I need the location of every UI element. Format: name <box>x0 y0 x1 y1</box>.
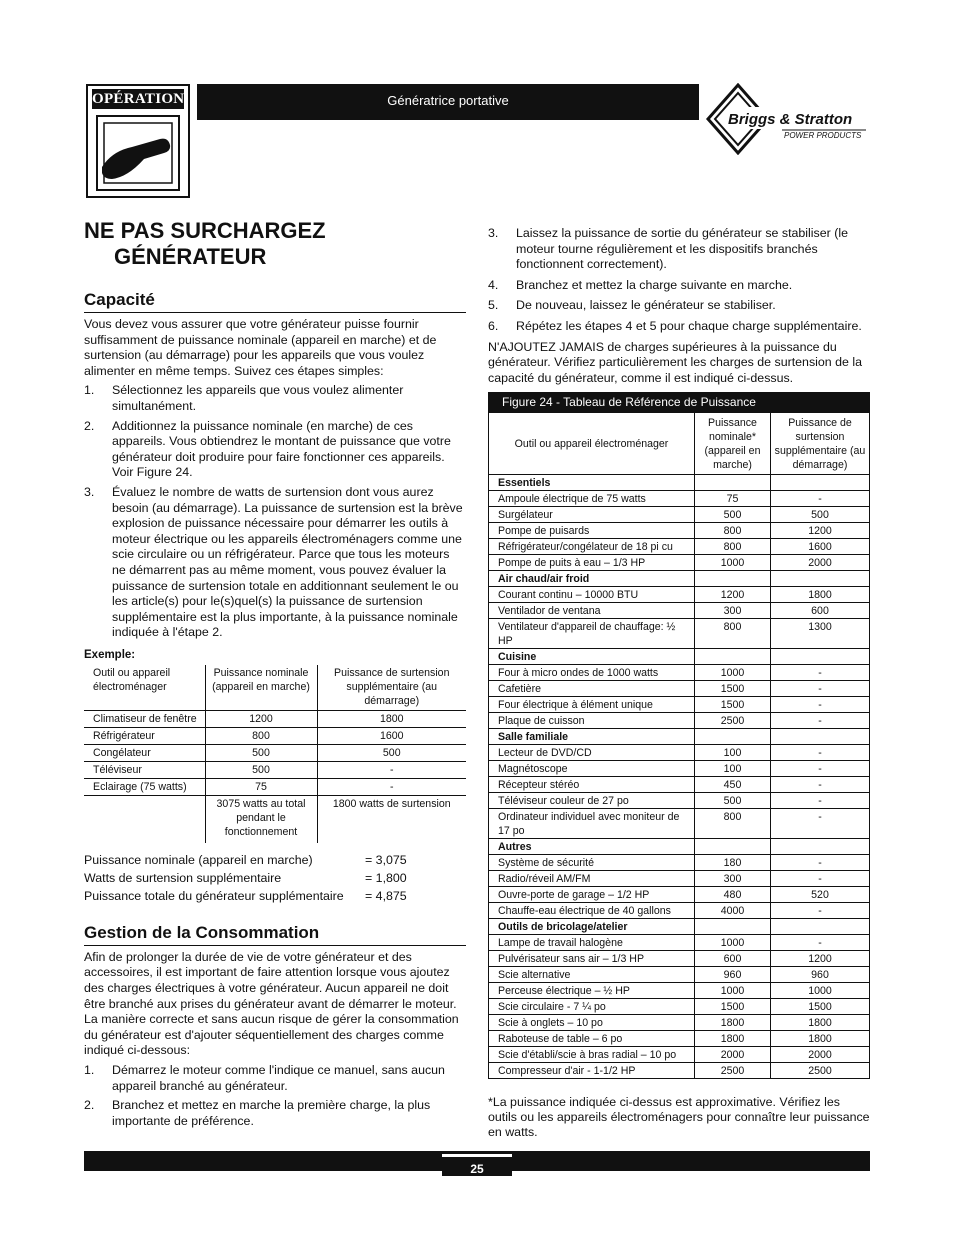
capacite-heading: Capacité <box>84 290 466 313</box>
table-cell: 480 <box>695 887 771 903</box>
table-cell <box>771 729 870 745</box>
table-cell: 450 <box>695 777 771 793</box>
page-number: 25 <box>442 1154 512 1176</box>
table-cell: 1600 <box>771 539 870 555</box>
table-cell: Téléviseur <box>84 761 205 778</box>
table-cell: - <box>771 777 870 793</box>
table-row <box>489 983 870 999</box>
table-cell: 1000 <box>771 983 870 999</box>
table-cell: - <box>771 761 870 777</box>
table-cell: - <box>771 871 870 887</box>
header-title-bar: Génératrice portative <box>197 84 699 120</box>
table-cell: 520 <box>771 887 870 903</box>
table-row <box>489 1063 870 1079</box>
table-row <box>489 871 870 887</box>
table-cell: 500 <box>205 761 317 778</box>
table-cell: Lecteur de DVD/CD <box>489 745 695 761</box>
category-label: Air chaud/air froid <box>489 571 695 587</box>
table-cell: 4000 <box>695 903 771 919</box>
table-row <box>489 887 870 903</box>
figure-footnote: *La puissance indiquée ci-dessus est approximative. Vérifiez les outils ou les appareils électroménagers pour connaître leur puissance en watts. <box>488 1095 870 1140</box>
hand-on-generator-icon-svg <box>98 117 178 189</box>
power-sums <box>84 851 466 905</box>
table-row <box>489 1047 870 1063</box>
step-number: 3. <box>84 484 95 499</box>
table-row <box>489 681 870 697</box>
list-item <box>84 383 466 414</box>
gestion-intro: Afin de prolonger la durée de vie de votre générateur et des accessoires, il est important de faire attention lorsque vous ajoutez des charges électriques à votre générateur. Aucun appareil ne doit être branché aux prises du générateur avant de démarrer le moteur. La manière correcte et sans aucun risque de gérer la consommation du générateur est d'ajouter séquentiellement des charges comme indiqué ci-dessous: <box>84 949 459 1058</box>
list-item <box>84 419 466 481</box>
table-cell: Scie à onglets – 10 po <box>489 1015 695 1031</box>
table-category-row <box>489 919 870 935</box>
table-cell: Climatiseur de fenêtre <box>84 710 205 727</box>
table-cell: 3075 watts au total pendant le fonctionnement <box>205 795 317 843</box>
table-cell: 1500 <box>771 999 870 1015</box>
table-row <box>84 744 466 761</box>
table-category-row <box>489 729 870 745</box>
table-cell: 1800 watts de surtension <box>317 795 466 843</box>
table-cell: 1200 <box>205 710 317 727</box>
table-header-row <box>489 413 870 475</box>
list-item <box>488 319 870 335</box>
sum-row <box>84 869 466 887</box>
sum-value: = 3,075 <box>365 852 407 867</box>
step-text: Évaluez le nombre de watts de surtension dont vous aurez besoin (au démarrage). La puissance de surtension est la brève explosion de puissance nécessaire pour démarrer les outils à moteur électrique ou les appareils électroménagers comme une scie circulaire ou un réfrigérateur. Parce que tous les moteurs ne démarrent pas au même moment, vous pouvez évaluer la puissance de surtension totale en additionnant seulement le ou les article(s) pour le(s)quel(s) la puissance de surtension supplémentaire est la plus importante, à la puissance nominale indiquée à l'étape 2. <box>112 484 463 640</box>
table-cell: 500 <box>695 793 771 809</box>
table-cell: 2000 <box>695 1047 771 1063</box>
table-row <box>489 665 870 681</box>
table-header-cell: Puissance de surtension supplémentaire (au démarrage) <box>317 665 466 711</box>
table-row <box>489 619 870 649</box>
table-cell: - <box>771 491 870 507</box>
table-category-row <box>489 475 870 491</box>
table-row <box>489 999 870 1015</box>
table-cell: Réfrigérateur <box>84 727 205 744</box>
step-number: 2. <box>84 418 95 433</box>
step-text: Laissez la puissance de sortie du générateur se stabiliser (le moteur tourne régulièrement et les dispositifs branchés fonctionnent correctement). <box>516 226 848 272</box>
category-label: Cuisine <box>489 649 695 665</box>
table-cell: - <box>771 809 870 839</box>
table-row <box>489 903 870 919</box>
table-cell: 800 <box>205 727 317 744</box>
table-total-row <box>84 795 466 843</box>
table-cell <box>771 571 870 587</box>
table-cell: 1500 <box>695 999 771 1015</box>
sum-value: = 4,875 <box>365 888 407 903</box>
step-number: 1. <box>84 383 95 398</box>
step-number: 1. <box>84 1063 95 1078</box>
step-number: 3. <box>488 226 499 240</box>
table-cell <box>771 649 870 665</box>
table-cell: 2500 <box>695 713 771 729</box>
table-row <box>489 555 870 571</box>
table-cell: 800 <box>695 619 771 649</box>
table-cell: - <box>771 681 870 697</box>
table-row <box>489 761 870 777</box>
table-cell <box>771 475 870 491</box>
table-cell: 100 <box>695 761 771 777</box>
step-number: 2. <box>84 1098 95 1113</box>
right-column <box>488 222 870 1140</box>
table-cell: 1800 <box>695 1015 771 1031</box>
table-cell <box>695 729 771 745</box>
table-row <box>489 1031 870 1047</box>
sum-label: Watts de surtension supplémentaire <box>84 870 282 885</box>
table-cell: 1000 <box>695 665 771 681</box>
table-cell: 800 <box>695 523 771 539</box>
example-label: Exemple: <box>84 648 136 661</box>
list-item <box>488 298 870 314</box>
table-cell: 960 <box>695 967 771 983</box>
table-cell <box>771 839 870 855</box>
table-row <box>489 603 870 619</box>
table-category-row <box>489 839 870 855</box>
table-cell: Radio/réveil AM/FM <box>489 871 695 887</box>
table-row <box>489 855 870 871</box>
gestion-heading: Gestion de la Consommation <box>84 923 466 946</box>
table-cell: Eclairage (75 watts) <box>84 778 205 795</box>
table-cell: Pompe de puits à eau – 1/3 HP <box>489 555 695 571</box>
table-row <box>489 793 870 809</box>
category-label: Autres <box>489 839 695 855</box>
operation-label: OPÉRATION <box>92 91 185 107</box>
table-cell: 1800 <box>317 710 466 727</box>
table-cell: Ordinateur individuel avec moniteur de 17 po <box>489 809 695 839</box>
table-row <box>489 745 870 761</box>
table-cell <box>695 571 771 587</box>
table-cell <box>84 795 205 843</box>
table-header-cell: Outil ou appareil électroménager <box>84 665 205 711</box>
table-row <box>489 777 870 793</box>
list-item <box>84 1063 466 1094</box>
table-cell: 1800 <box>771 1031 870 1047</box>
table-cell: Scie d'établi/scie à bras radial – 10 po <box>489 1047 695 1063</box>
table-cell: 1200 <box>771 951 870 967</box>
sum-value: = 1,800 <box>365 870 407 885</box>
briggs-stratton-logo <box>698 83 870 155</box>
table-cell: 1000 <box>695 555 771 571</box>
table-cell: 1200 <box>695 587 771 603</box>
table-cell: 1800 <box>695 1031 771 1047</box>
table-cell: 1800 <box>771 587 870 603</box>
table-cell: Téléviseur couleur de 27 po <box>489 793 695 809</box>
brand-subtitle: POWER PRODUCTS <box>784 131 862 140</box>
table-cell: - <box>771 713 870 729</box>
sum-row <box>84 887 466 905</box>
table-cell: Surgélateur <box>489 507 695 523</box>
operation-badge <box>86 84 190 198</box>
table-header-row <box>84 665 466 711</box>
table-cell: Raboteuse de table – 6 po <box>489 1031 695 1047</box>
table-cell: 300 <box>695 871 771 887</box>
table-header-cell: Outil ou appareil électroménager <box>489 413 695 475</box>
left-column <box>84 218 466 1133</box>
table-cell: 500 <box>695 507 771 523</box>
table-cell: Scie alternative <box>489 967 695 983</box>
table-cell: Pompe de puisards <box>489 523 695 539</box>
table-cell: 300 <box>695 603 771 619</box>
table-header-cell: Puissance de surtension supplémentaire (au démarrage) <box>771 413 870 475</box>
table-category-row <box>489 649 870 665</box>
table-cell: - <box>317 778 466 795</box>
table-cell: - <box>771 793 870 809</box>
table-cell: - <box>771 665 870 681</box>
step-text: De nouveau, laissez le générateur se stabiliser. <box>516 298 776 313</box>
table-cell: 800 <box>695 809 771 839</box>
gestion-steps-part1 <box>84 1063 466 1129</box>
table-row <box>84 761 466 778</box>
table-row <box>84 727 466 744</box>
table-cell: 600 <box>771 603 870 619</box>
table-cell: 500 <box>317 744 466 761</box>
table-cell: Ouvre-porte de garage – 1/2 HP <box>489 887 695 903</box>
step-text: Additionnez la puissance nominale (en marche) de ces appareils. Vous obtiendrez le montant de puissance que votre générateur doit produire pour faire fonctionner ces appareils. Voir Figure 24. <box>112 418 451 480</box>
table-row <box>489 951 870 967</box>
table-row <box>489 587 870 603</box>
table-cell: Four à micro ondes de 1000 watts <box>489 665 695 681</box>
table-cell: - <box>771 697 870 713</box>
table-cell: 1000 <box>695 983 771 999</box>
table-cell <box>695 649 771 665</box>
table-row <box>489 713 870 729</box>
table-cell: - <box>771 855 870 871</box>
table-cell: Four électrique à élément unique <box>489 697 695 713</box>
table-cell: Magnétoscope <box>489 761 695 777</box>
table-cell: 2500 <box>695 1063 771 1079</box>
table-cell: Lampe de travail halogène <box>489 935 695 951</box>
step-text: Sélectionnez les appareils que vous voulez alimenter simultanément. <box>112 383 404 413</box>
sum-label: Puissance totale du générateur supplémentaire <box>84 888 344 903</box>
table-category-row <box>489 571 870 587</box>
gestion-steps-part2 <box>488 226 870 335</box>
table-header-cell: Puissance nominale (appareil en marche) <box>205 665 317 711</box>
table-cell: Pulvérisateur sans air – 1/3 HP <box>489 951 695 967</box>
list-item <box>488 226 870 273</box>
table-cell: 2500 <box>771 1063 870 1079</box>
table-cell: 500 <box>205 744 317 761</box>
table-cell: 75 <box>695 491 771 507</box>
table-cell: Système de sécurité <box>489 855 695 871</box>
table-row <box>489 491 870 507</box>
example-table <box>84 665 466 843</box>
step-text: Répétez les étapes 4 et 5 pour chaque charge supplémentaire. <box>516 318 862 333</box>
step-number: 6. <box>488 318 499 333</box>
table-row <box>489 697 870 713</box>
table-row <box>489 507 870 523</box>
step-number: 5. <box>488 298 499 313</box>
table-cell <box>695 919 771 935</box>
category-label: Essentiels <box>489 475 695 491</box>
category-label: Salle familiale <box>489 729 695 745</box>
table-cell <box>695 475 771 491</box>
table-row <box>489 809 870 839</box>
table-cell: Congélateur <box>84 744 205 761</box>
table-header-cell: Puissance nominale* (appareil en marche) <box>695 413 771 475</box>
table-cell: 1800 <box>771 1015 870 1031</box>
table-cell: 500 <box>771 507 870 523</box>
table-cell: Plaque de cuisson <box>489 713 695 729</box>
table-cell: 1600 <box>317 727 466 744</box>
table-cell: 180 <box>695 855 771 871</box>
table-row <box>489 1015 870 1031</box>
reference-table-body <box>489 413 870 1079</box>
list-item <box>84 1098 466 1129</box>
table-cell: 1500 <box>695 697 771 713</box>
table-cell: 960 <box>771 967 870 983</box>
table-cell <box>695 839 771 855</box>
step-text: Branchez et mettez en marche la première charge, la plus importante de préférence. <box>112 1098 431 1128</box>
table-cell: 75 <box>205 778 317 795</box>
table-cell: 2000 <box>771 555 870 571</box>
capacite-steps <box>84 383 466 641</box>
brand-name: Briggs & Stratton <box>728 111 853 128</box>
table-row <box>84 778 466 795</box>
table-cell: Ventilador de ventana <box>489 603 695 619</box>
table-cell: 800 <box>695 539 771 555</box>
table-cell: Récepteur stéréo <box>489 777 695 793</box>
table-cell: 1300 <box>771 619 870 649</box>
table-cell: - <box>317 761 466 778</box>
figure-caption: Figure 24 - Tableau de Référence de Puissance <box>488 392 870 412</box>
table-cell: 1200 <box>771 523 870 539</box>
category-label: Outils de bricolage/atelier <box>489 919 695 935</box>
table-cell: Scie circulaire - 7 ¼ po <box>489 999 695 1015</box>
hand-on-generator-icon <box>96 115 180 191</box>
table-row <box>489 539 870 555</box>
table-cell: Ventilateur d'appareil de chauffage: ½ HP <box>489 619 695 649</box>
table-cell: 100 <box>695 745 771 761</box>
table-row <box>489 523 870 539</box>
table-cell: 2000 <box>771 1047 870 1063</box>
table-cell: Courant continu – 10000 BTU <box>489 587 695 603</box>
table-cell: 1500 <box>695 681 771 697</box>
page-title: NE PAS SURCHARGEZ GÉNÉRATEUR <box>84 218 326 269</box>
step-number: 4. <box>488 277 499 292</box>
table-cell: Perceuse électrique – ½ HP <box>489 983 695 999</box>
table-cell: Cafetière <box>489 681 695 697</box>
step-text: Démarrez le moteur comme l'indique ce manuel, sans aucun appareil branché au générateur. <box>112 1063 445 1093</box>
table-cell: - <box>771 903 870 919</box>
table-row <box>489 935 870 951</box>
step-text: Branchez et mettez la charge suivante en marche. <box>516 277 793 292</box>
list-item <box>488 278 870 294</box>
table-cell: - <box>771 935 870 951</box>
table-row <box>489 967 870 983</box>
power-reference-table <box>488 412 870 1079</box>
list-item <box>84 485 466 641</box>
sum-label: Puissance nominale (appareil en marche) <box>84 852 313 867</box>
table-row <box>84 710 466 727</box>
table-cell: 1000 <box>695 935 771 951</box>
table-cell <box>771 919 870 935</box>
table-cell: Chauffe-eau électrique de 40 gallons <box>489 903 695 919</box>
table-cell: - <box>771 745 870 761</box>
table-cell: 600 <box>695 951 771 967</box>
table-cell: Réfrigérateur/congélateur de 18 pi cu <box>489 539 695 555</box>
overload-warning: N'AJOUTEZ JAMAIS de charges supérieures à la puissance du générateur. Vérifiez particulièrement les charges de surtension de la capacité du générateur, comme il est indiqué ci-dessus. <box>488 339 862 385</box>
sum-row <box>84 851 466 869</box>
capacite-intro: Vous devez vous assurer que votre générateur puisse fournir suffisamment de puissance nominale (appareil en marche) et de surtension (au démarrage) pour les appareils que vous voulez alimenter en même temps. Suivez ces étapes simples: <box>84 317 437 378</box>
table-cell: Compresseur d'air - 1-1/2 HP <box>489 1063 695 1079</box>
table-cell: Ampoule électrique de 75 watts <box>489 491 695 507</box>
